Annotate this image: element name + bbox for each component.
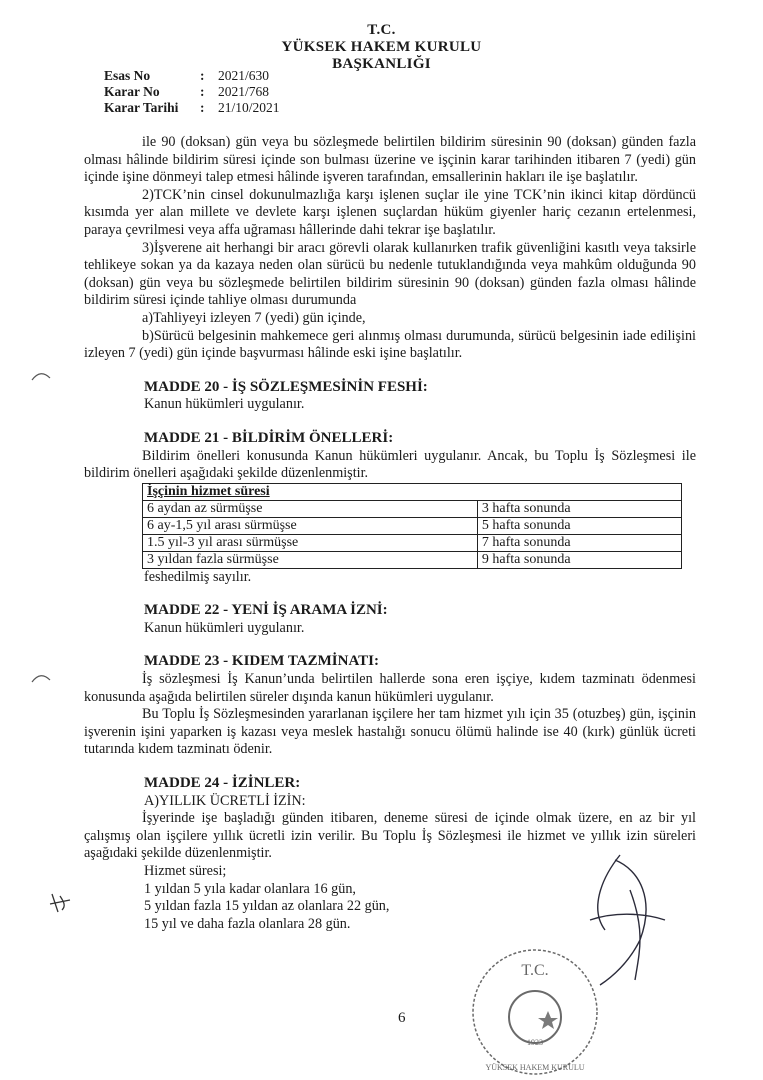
- table-cell: 1.5 yıl-3 yıl arası sürmüşse: [143, 534, 478, 551]
- list-item: Hizmet süresi;: [144, 863, 227, 879]
- meta-sep: :: [200, 100, 205, 115]
- table-cell: 3 yıldan fazla sürmüşse: [143, 551, 478, 568]
- meta-label: Karar Tarihi: [104, 100, 179, 115]
- meta-value: 2021/768: [218, 84, 270, 99]
- table-row: [143, 551, 682, 568]
- list-item: 15 yıl ve daha fazla olanlara 28 gün.: [144, 915, 351, 932]
- table-header: İşçinin hizmet süresi: [143, 483, 682, 500]
- table-cell: 3 hafta sonunda: [477, 500, 681, 517]
- meta-tarih: [104, 100, 280, 116]
- meta-label: Esas No: [104, 68, 151, 83]
- paragraph: b)Sürücü belgesinin mahkemece geri alınmış olması durumunda, sürücü belgesinin iade edilişini izleyen 7 (yedi) gün içinde başvurması hâlinde eski işine başlatılır.: [84, 327, 696, 362]
- meta-esas: [104, 68, 280, 84]
- table-cell: 6 aydan az sürmüşse: [143, 500, 478, 517]
- margin-mark-icon: [30, 672, 52, 684]
- paragraph: feshedilmiş sayılır.: [144, 568, 252, 585]
- article-heading: MADDE 23 - KIDEM TAZMİNATI:: [144, 653, 379, 670]
- paragraph: 3)İşverene ait herhangi bir aracı görevli olarak kullanırken trafik güvenliğini kasıtlı veya taksirle tehlikeye sokan ya da kazaya neden olan sürücü bu nedenle tutuklandığında veya mahkûm olduğunda 90 (doksan) gün veya bu sözleşmede belirtilen bildirim süresinin 90 (doksan) günden fazla olması hâlinde bildirim süresi içinde tahliye olması durumunda: [84, 239, 696, 309]
- seal-top-text: T.C.: [521, 962, 549, 979]
- official-seal: [468, 945, 603, 1080]
- header-institution: YÜKSEK HAKEM KURULU: [281, 39, 482, 55]
- margin-mark-icon: [48, 892, 72, 914]
- article-heading: MADDE 22 - YENİ İŞ ARAMA İZNİ:: [144, 602, 388, 619]
- paragraph: ile 90 (doksan) gün veya bu sözleşmede belirtilen bildirim süresinin 90 (doksan) günden fazla olması hâlinde bildirim süresi içinde son bulması üzerine ve işçinin karar tarihinden itibaren 7 (yedi) gün içinde işine dönmeyi talep etmesi hâlinde işveren tarafından, emsallerinin hakları ile işe başlatılır.: [84, 134, 696, 186]
- table-header-row: [143, 483, 682, 500]
- header-presidency: BAŞKANLIĞI: [332, 56, 431, 72]
- document-body: [84, 134, 696, 933]
- article-heading: MADDE 21 - BİLDİRİM ÖNELLERİ:: [144, 429, 394, 446]
- margin-mark-icon: [30, 370, 52, 382]
- header-tc: T.C.: [367, 22, 396, 38]
- table-row: [143, 534, 682, 551]
- paragraph: Bildirim önelleri konusunda Kanun hükümleri uygulanır. Ancak, bu Toplu İş Sözleşmesi ile bildirim önelleri aşağıdaki şekilde düzenlenmiştir.: [84, 447, 696, 482]
- subheading: A)YILLIK ÜCRETLİ İZİN:: [144, 792, 306, 809]
- list-item: 1 yıldan 5 yıla kadar olanlara 16 gün,: [144, 880, 356, 897]
- page-number: 6: [398, 1010, 406, 1026]
- table-row: [143, 517, 682, 534]
- case-meta: [104, 68, 280, 116]
- table-cell: 7 hafta sonunda: [477, 534, 681, 551]
- meta-label: Karar No: [104, 84, 160, 99]
- meta-value: 21/10/2021: [218, 100, 280, 115]
- paragraph: Kanun hükümleri uygulanır.: [144, 619, 305, 636]
- article-heading: MADDE 24 - İZİNLER:: [144, 775, 301, 792]
- meta-karar: [104, 84, 280, 100]
- table-cell: 9 hafta sonunda: [477, 551, 681, 568]
- article-heading: MADDE 20 - İŞ SÖZLEŞMESİNİN FESHİ:: [144, 378, 428, 395]
- meta-sep: :: [200, 68, 205, 83]
- paragraph: İş sözleşmesi İş Kanun’unda belirtilen hallerde sona eren işçiye, kıdem tazminatı ödenmesi konusunda aşağıda belirtilen süreler dışında kanun hükümleri uygulanır.: [84, 671, 696, 705]
- table-row: [143, 500, 682, 517]
- seal-ring-text: YÜKSEK HAKEM KURULU: [485, 1063, 585, 1072]
- table-cell: 6 ay-1,5 yıl arası sürmüşse: [143, 517, 478, 534]
- paragraph: Kanun hükümleri uygulanır.: [144, 396, 305, 413]
- paragraph: a)Tahliyeyi izleyen 7 (yedi) gün içinde,: [142, 309, 366, 326]
- table-cell: 5 hafta sonunda: [477, 517, 681, 534]
- list-item: 5 yıldan fazla 15 yıldan az olanlara 22 gün,: [144, 898, 390, 915]
- paragraph: Bu Toplu İş Sözleşmesinden yararlanan işçilere her tam hizmet yılı için 35 (otuzbeş) gün, işçinin işverenin işini yaparken iş kazası veya meslek hastalığı sonucu ölümü halinde ise 40 (kırk) günlük ücreti tutarında kıdem tazminatı ödenir.: [84, 706, 696, 758]
- seal-year-text: 1923: [527, 1038, 543, 1047]
- meta-sep: :: [200, 84, 205, 99]
- paragraph: İşyerinde işe başladığı günden itibaren, deneme süresi de içinde olmak üzere, en az bir yıl çalışmış olan işçilere yıllık ücretli izin verilir. Bu Toplu İş Sözleşmesi ile hizmet ve yıllık izin süreleri aşağıdaki şekilde düzenlenmiştir.: [84, 810, 696, 862]
- paragraph: 2)TCK’nin cinsel dokunulmazlığa karşı işlenen suçlar ile yine TCK’nin ikinci kitap dördüncü kısımda yer alan millete ve devlete karşı işlenen suçlardan hüküm giyenler hariç cezanın ertelenmesi, paraya çevrilmesi veya affa uğraması hâllerinde dahi tekrar işe başlatılır.: [84, 186, 696, 238]
- meta-value: 2021/630: [218, 68, 270, 83]
- notice-period-table: [142, 483, 682, 569]
